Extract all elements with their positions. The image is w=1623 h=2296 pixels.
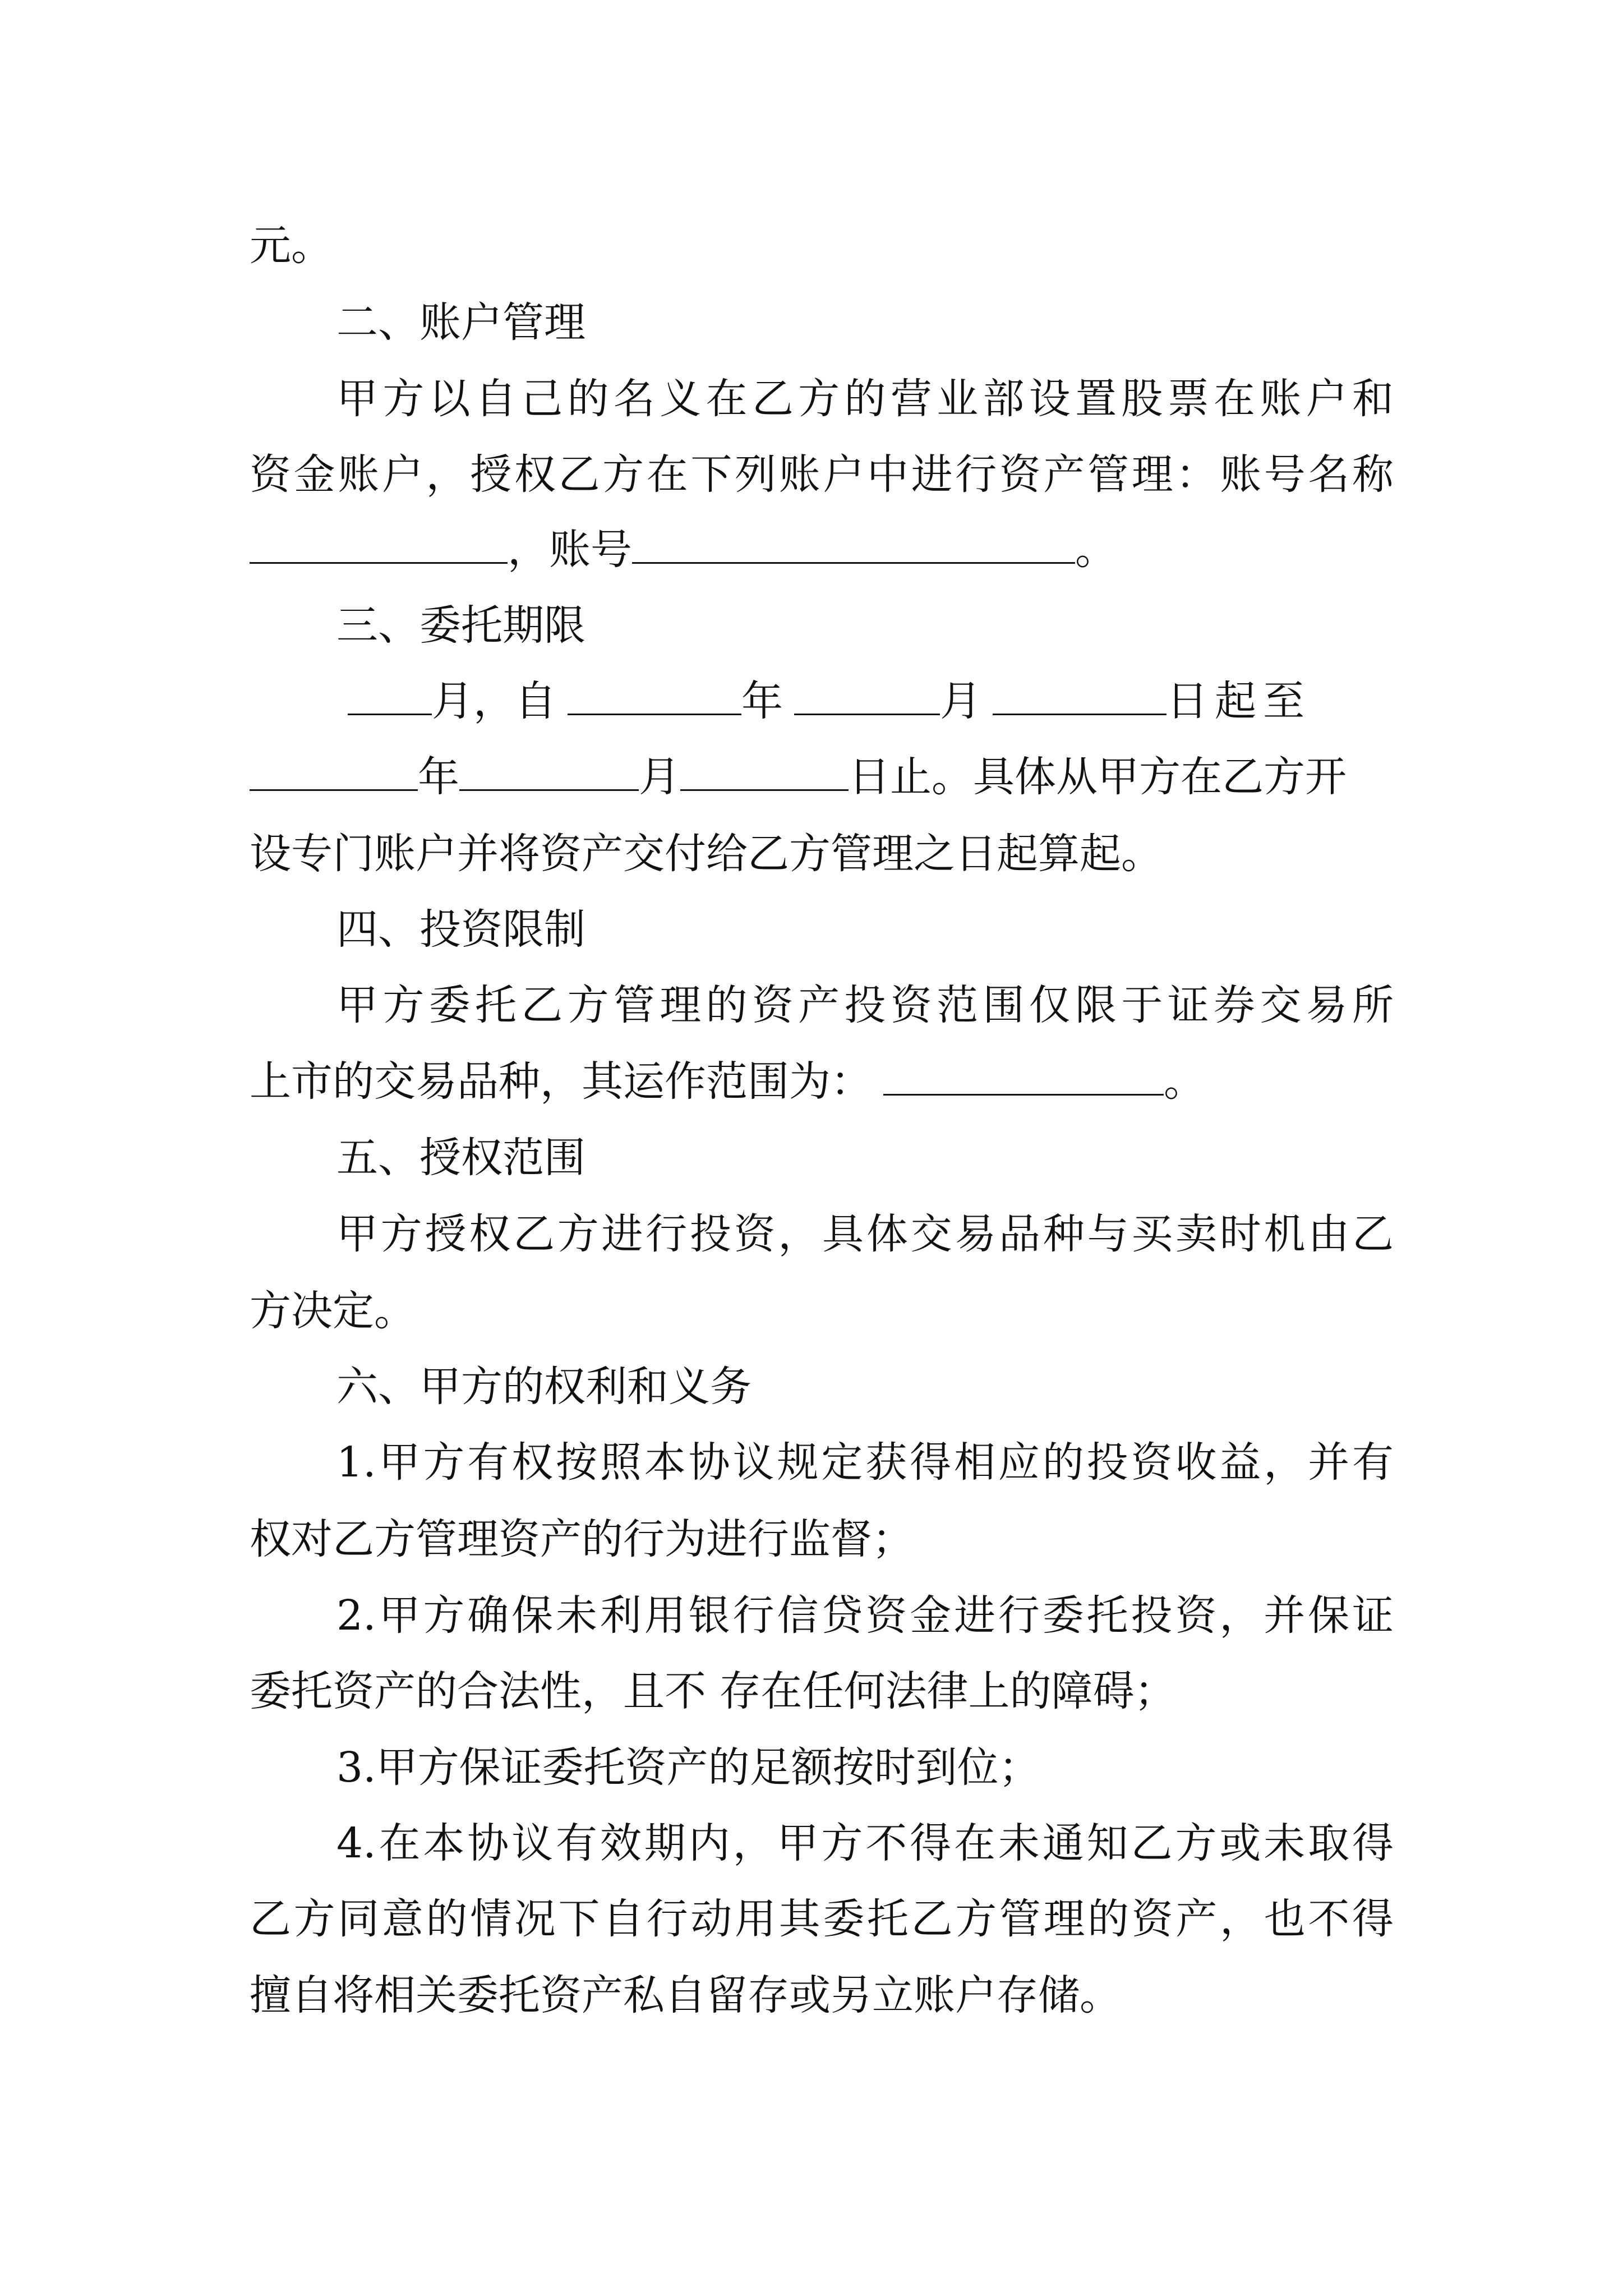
text-fragment: 上市的交易品种，其运作范围为： <box>250 1057 872 1106</box>
operation-scope-blank <box>883 1058 1164 1096</box>
account-number-blank <box>632 526 1075 564</box>
text-fragment: 年 <box>741 677 783 725</box>
text-fragment: 月 <box>639 753 680 801</box>
end-month-blank <box>459 753 639 791</box>
list-item: 2.甲方确保未利用银行信贷资金进行委托投资，并保证 <box>336 1591 1394 1640</box>
text-line: 委托资产的合法性，且不 存在任何法律上的障碍； <box>250 1667 1176 1715</box>
months-blank <box>348 678 432 715</box>
scope-fill-line <box>250 1053 1394 1110</box>
section-heading-authorization-scope: 五、授权范围 <box>336 1134 585 1182</box>
section-heading-account-management: 二、账户管理 <box>336 298 585 347</box>
section-heading-party-a-rights: 六、甲方的权利和义务 <box>336 1363 751 1411</box>
text-fragment: 日起至 <box>1166 677 1311 725</box>
section-heading-investment-limits: 四、投资限制 <box>336 905 585 954</box>
term-fill-line <box>348 673 1394 729</box>
text-fragment: 月 <box>940 677 981 725</box>
term-fill-line <box>250 749 1394 805</box>
start-day-blank <box>993 678 1166 715</box>
end-day-blank <box>680 753 849 791</box>
text-line: 甲方委托乙方管理的资产投资范围仅限于证券交易所 <box>336 981 1394 1029</box>
account-fill-line <box>250 522 1394 578</box>
text-fragment: 月，自 <box>432 677 556 725</box>
text-line: 权对乙方管理资产的行为进行监督； <box>250 1515 914 1563</box>
text-line: 方决定。 <box>250 1287 416 1335</box>
start-month-blank <box>794 678 940 715</box>
account-name-blank <box>250 526 508 564</box>
list-item: 1.甲方有权按照本协议规定获得相应的投资收益，并有 <box>336 1438 1394 1487</box>
text-fragment: 。 <box>1075 526 1117 574</box>
start-year-blank <box>568 678 741 715</box>
text-line: 资金账户，授权乙方在下列账户中进行资产管理：账号名称 <box>250 450 1394 499</box>
text-line: 设专门账户并将资产交付给乙方管理之日起算起。 <box>250 830 1163 878</box>
end-year-blank <box>250 753 418 791</box>
text-fragment: ，账号 <box>508 526 632 574</box>
text-fragment: 。 <box>1164 1057 1205 1106</box>
text-line: 乙方同意的情况下自行动用其委托乙方管理的资产，也不得 <box>250 1895 1394 1943</box>
text-fragment: 年 <box>418 753 459 801</box>
text-line: 甲方授权乙方进行投资，具体交易品种与买卖时机由乙 <box>336 1210 1394 1258</box>
text-line: 擅自将相关委托资产私自留存或另立账户存储。 <box>250 1971 1121 2019</box>
text-line: 元。 <box>250 222 333 270</box>
text-line: 甲方以自己的名义在乙方的营业部设置股票在账户和 <box>336 375 1394 423</box>
list-item: 3.甲方保证委托资产的足额按时到位； <box>336 1743 1040 1792</box>
list-item: 4.在本协议有效期内，甲方不得在未通知乙方或未取得 <box>336 1819 1394 1867</box>
section-heading-entrustment-term: 三、委托期限 <box>336 601 585 650</box>
text-fragment: 日止。具体从甲方在乙方开 <box>849 753 1347 801</box>
